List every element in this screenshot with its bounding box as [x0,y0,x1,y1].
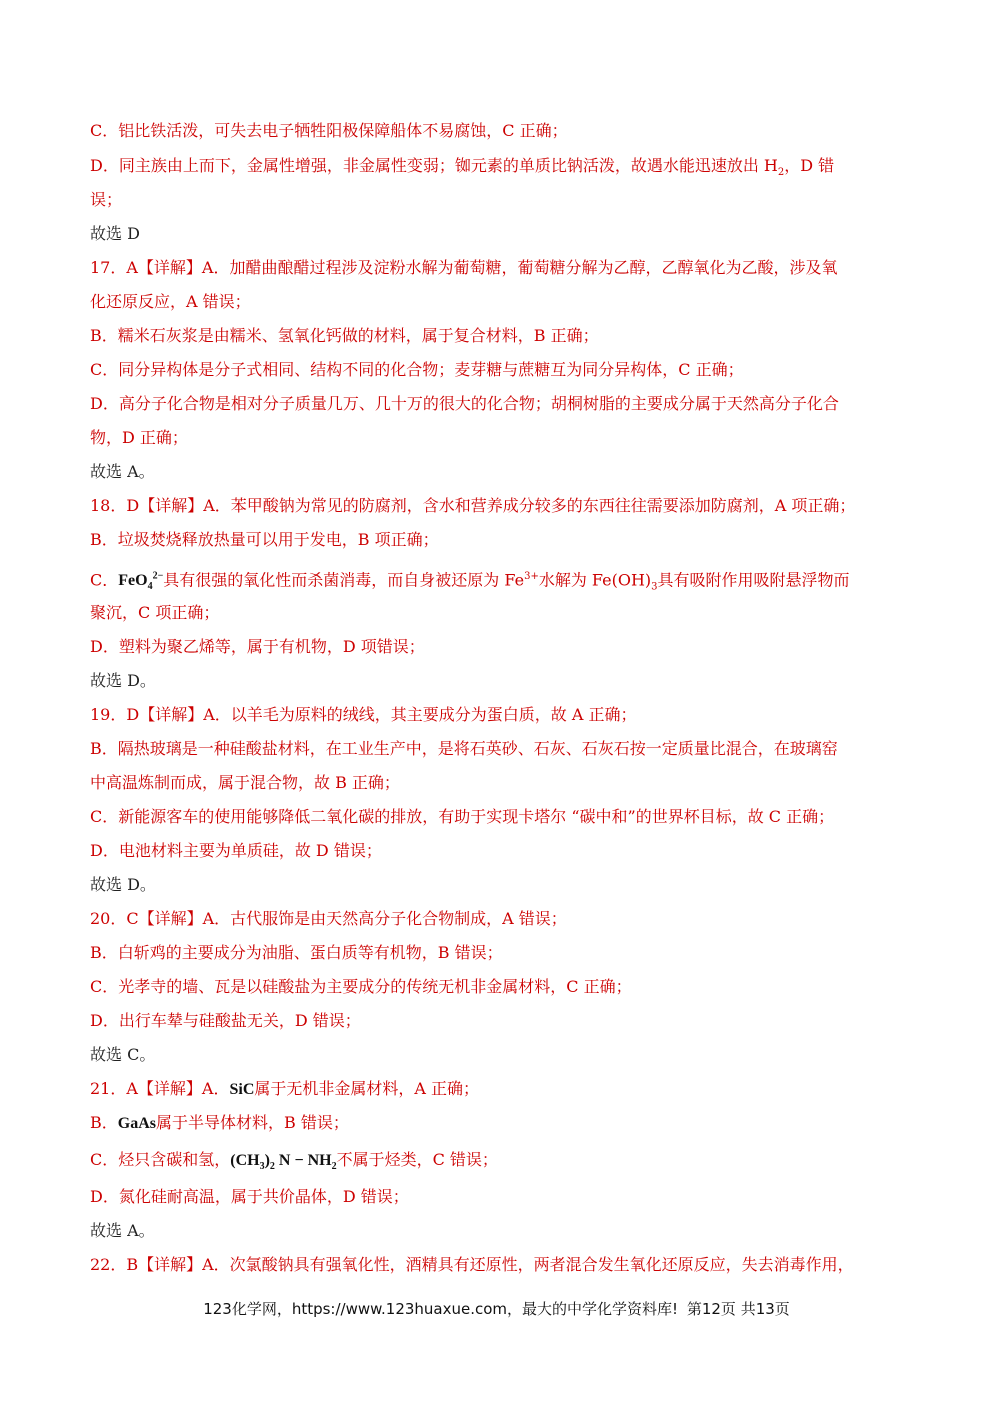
answer-line [90,1216,906,1246]
line-text: 21．A【详解】A． [90,1079,230,1098]
answer-line [90,632,906,662]
answer-line [90,287,906,317]
answer-line [90,1250,906,1280]
line-text: 故选 A。 [90,462,155,481]
answer-line [90,525,906,555]
line-text: 故选 A。 [90,1221,155,1240]
answer-line [90,185,906,215]
footer-page-number: 第12页 共13页 [686,1300,790,1318]
answer-line [90,1040,906,1070]
answer-line [90,938,906,968]
line-text: C． [90,570,119,590]
answer-line [90,151,906,181]
answer-line [90,904,906,934]
line-text: 具有很强的氧化性而杀菌消毒，而自身被还原为 Fe [163,570,525,590]
answer-line [90,700,906,730]
line-text: 水解为 Fe(OH) [538,570,652,590]
line-text: D．同主族由上而下，金属性增强，非金属性变弱；铷元素的单质比钠活泼，故遇水能迅速放出 H [90,156,778,175]
line-text: 故选 C。 [90,1045,156,1064]
line-text: B． [90,1113,118,1132]
line-text: 属于半导体材料，B 错误； [156,1113,349,1132]
line-text: C．同分异构体是分子式相同、结构不同的化合物；麦芽糖与蔗糖互为同分异构体，C 正确； [90,360,744,379]
line-text: D．高分子化合物是相对分子质量几万、几十万的很大的化合物；胡桐树脂的主要成分属于天然高分子化合 [90,394,839,413]
line-text: 不属于烃类，C 错误； [336,1150,498,1169]
line-text: B．隔热玻璃是一种硅酸盐材料，在工业生产中，是将石英砂、石灰、石灰石按一定质量比混合，在玻璃窑 [90,739,838,758]
answer-line [90,491,906,521]
line-text: 故选 D。 [90,671,156,690]
line-text: 化还原反应，A 错误； [90,292,251,311]
answer-line [90,666,906,696]
line-text: 物，D 正确； [90,428,188,447]
answer-line [90,734,906,764]
line-text: B．白斩鸡的主要成分为油脂、蛋白质等有机物，B 错误； [90,943,503,962]
line-text: 19．D【详解】A．以羊毛为原料的绒线，其主要成分为蛋白质，故 A 正确； [90,705,637,724]
line-text: 误； [90,190,123,209]
line-text: C．光孝寺的墙、瓦是以硅酸盐为主要成分的传统无机非金属材料，C 正确； [90,977,632,996]
line-text: 聚沉，C 项正确； [90,603,220,622]
answer-line [90,836,906,866]
line-text: B．垃圾焚烧释放热量可以用于发电，B 项正确； [90,530,439,549]
answer-line [90,1006,906,1036]
answer-line [90,1182,906,1212]
answer-line [90,389,906,419]
line-text: D．塑料为聚乙烯等，属于有机物，D 项错误； [90,637,425,656]
line-text: 中高温炼制而成，属于混合物，故 B 正确； [90,773,400,792]
line-text: ，D 错 [784,156,835,175]
feoh3-subscript: 3 [651,581,658,592]
line-text: 属于无机非金属材料，A 正确； [254,1079,480,1098]
ferrate-formula: FeO$_4^{2-}$ [118,571,164,592]
answer-line [90,116,906,146]
line-text: B．糯米石灰浆是由糯米、氢氧化钙做的材料，属于复合材料，B 正确； [90,326,599,345]
answer-line [90,457,906,487]
gaas-formula: GaAs [117,1115,156,1132]
dimethylhydrazine-formula: $(CH_3)_2$ $N - NH_2$ [230,1152,337,1173]
answer-line [90,562,906,592]
answer-line [90,355,906,385]
answer-line [90,802,906,832]
answer-line [90,768,906,798]
line-text: C．烃只含碳和氢， [90,1150,231,1169]
sic-formula: SiC [229,1081,255,1098]
answer-line [90,321,906,351]
line-text: 具有吸附作用吸附悬浮物而 [657,570,850,590]
line-text: C．铝比铁活泼，可失去电子牺牲阳极保障船体不易腐蚀，C 正确； [90,121,568,140]
answer-line [90,972,906,1002]
page-footer [0,1297,993,1321]
answer-line [90,253,906,283]
answer-line [90,1145,906,1175]
line-text: 17．A【详解】A．加醋曲酿醋过程涉及淀粉水解为葡萄糖，葡萄糖分解为乙醇，乙醇氧化为乙酸，涉及氧 [90,258,838,277]
fe-superscript: 3+ [524,571,539,582]
answer-line [90,598,906,628]
answer-line [90,1074,906,1104]
line-text: 20．C【详解】A．古代服饰是由天然高分子化合物制成，A 错误； [90,909,567,928]
line-text: D．电池材料主要为单质硅，故 D 错误； [90,841,382,860]
line-text: C．新能源客车的使用能够降低二氧化碳的排放，有助于实现卡塔尔 “碳中和”的世界杯目标，故 C 正确； [90,807,835,826]
answer-line [90,219,906,249]
answer-line [90,870,906,900]
line-text: 故选 D [90,224,140,243]
h2-subscript: 2 [777,167,785,179]
line-text: D．氮化硅耐高温，属于共价晶体，D 错误； [90,1187,409,1206]
footer-site: 123化学网，https://www.123huaxue.com，最大的中学化学资料库! [203,1300,679,1318]
line-text: 22．B【详解】A．次氯酸钠具有强氧化性，酒精具有还原性，两者混合发生氧化还原反应，失去消毒作用， [90,1255,854,1274]
answer-line [90,1108,906,1138]
line-text: 故选 D。 [90,875,156,894]
answer-line [90,423,906,453]
line-text: D．出行车辇与硅酸盐无关，D 错误； [90,1011,361,1030]
line-text: 18．D【详解】A．苯甲酸钠为常见的防腐剂，含水和营养成分较多的东西往往需要添加防腐剂，A 项正确； [90,496,856,515]
